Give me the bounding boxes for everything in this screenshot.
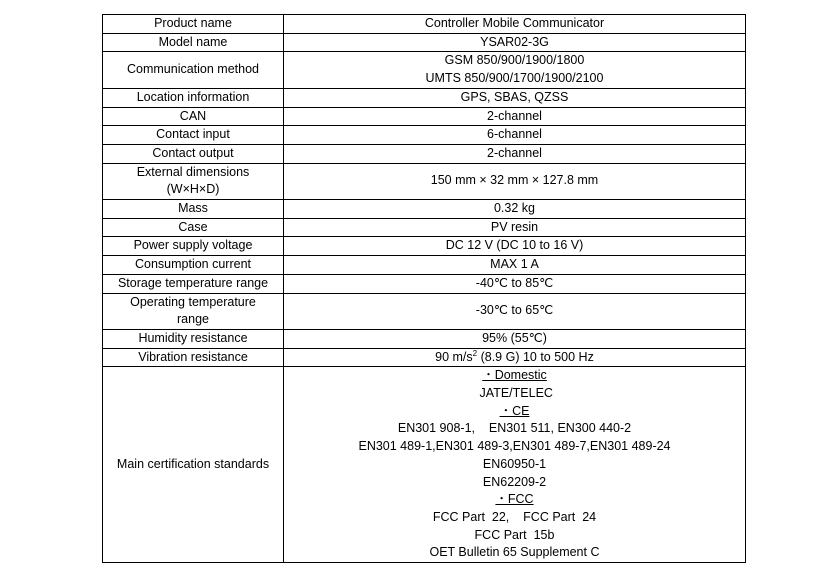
row-value: DC 12 V (DC 10 to 16 V) <box>284 237 746 256</box>
table-row <box>103 329 746 348</box>
row-label: Main certification standards <box>103 367 284 563</box>
row-label: Vibration resistance <box>103 348 284 367</box>
cert-line: EN301 489-1,EN301 489-3,EN301 489-7,EN301 489-24 <box>358 439 671 454</box>
table-row <box>103 293 746 329</box>
row-value: 2-channel <box>284 107 746 126</box>
row-value: Controller Mobile Communicator <box>284 15 746 34</box>
row-value: PV resin <box>284 218 746 237</box>
row-label: Product name <box>103 15 284 34</box>
row-value: 2-channel <box>284 144 746 163</box>
table-row <box>103 88 746 107</box>
cert-line: FCC Part 22, FCC Part 24 <box>432 509 597 524</box>
table-row <box>103 107 746 126</box>
table-row <box>103 52 746 88</box>
cert-line: EN62209-2 <box>482 474 547 489</box>
row-label: Location information <box>103 88 284 107</box>
label-line: (W×H×D) <box>166 182 220 197</box>
row-value: GPS, SBAS, QZSS <box>284 88 746 107</box>
row-label: CAN <box>103 107 284 126</box>
table-row <box>103 15 746 34</box>
table-row <box>103 163 746 199</box>
cert-heading-fcc: ・FCC <box>495 492 534 507</box>
row-label: Power supply voltage <box>103 237 284 256</box>
row-label: Contact input <box>103 126 284 145</box>
cert-line: OET Bulletin 65 Supplement C <box>429 545 600 560</box>
row-value: -30℃ to 65℃ <box>284 293 746 329</box>
row-label <box>103 163 284 199</box>
table-row <box>103 200 746 219</box>
table-row <box>103 126 746 145</box>
value-suffix: (8.9 G) 10 to 500 Hz <box>477 349 594 364</box>
label-line: Operating temperature <box>130 294 256 309</box>
row-label: Storage temperature range <box>103 274 284 293</box>
value-line: UMTS 850/900/1700/1900/2100 <box>425 71 604 86</box>
row-value: 6-channel <box>284 126 746 145</box>
table-row <box>103 348 746 367</box>
row-value <box>284 348 746 367</box>
row-value: 150 mm × 32 mm × 127.8 mm <box>284 163 746 199</box>
row-value: MAX 1 A <box>284 256 746 275</box>
row-label: Consumption current <box>103 256 284 275</box>
row-label: Case <box>103 218 284 237</box>
row-label: Communication method <box>103 52 284 88</box>
cert-heading-ce: ・CE <box>499 403 530 418</box>
table-row <box>103 237 746 256</box>
value-superscript: 2 <box>472 348 478 358</box>
certification-list <box>284 367 746 563</box>
row-label: Humidity resistance <box>103 329 284 348</box>
cert-line: JATE/TELEC <box>476 386 553 401</box>
table-row <box>103 367 746 563</box>
value-prefix: 90 m/s <box>435 349 473 364</box>
row-label: Mass <box>103 200 284 219</box>
table-row <box>103 218 746 237</box>
row-value: -40℃ to 85℃ <box>284 274 746 293</box>
value-line: GSM 850/900/1900/1800 <box>444 53 585 68</box>
row-label: Contact output <box>103 144 284 163</box>
row-value: YSAR02-3G <box>284 33 746 52</box>
row-value: 0.32 kg <box>284 200 746 219</box>
cert-line: EN301 908-1, EN301 511, EN300 440-2 <box>397 421 632 436</box>
table-row <box>103 256 746 275</box>
cert-line: EN60950-1 <box>482 456 547 471</box>
cert-heading-domestic: ・Domestic <box>482 368 547 383</box>
spec-table <box>102 14 746 563</box>
label-line: External dimensions <box>136 164 250 179</box>
row-value: 95% (55℃) <box>284 329 746 348</box>
row-label <box>103 293 284 329</box>
cert-line: FCC Part 15b <box>474 527 555 542</box>
table-row <box>103 33 746 52</box>
row-value <box>284 52 746 88</box>
table-row <box>103 274 746 293</box>
table-row <box>103 144 746 163</box>
label-line: range <box>177 312 209 327</box>
row-label: Model name <box>103 33 284 52</box>
